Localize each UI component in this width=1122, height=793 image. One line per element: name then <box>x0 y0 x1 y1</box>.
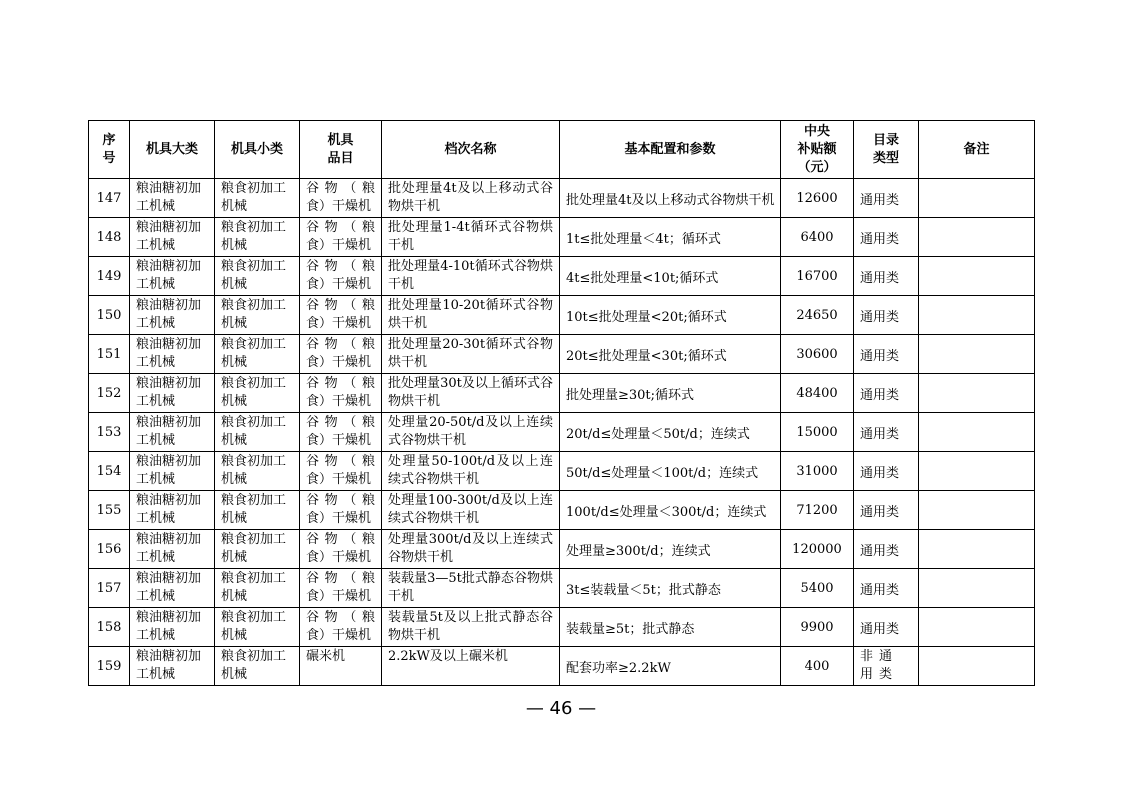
row-seq: 150 <box>96 307 122 323</box>
row-seq-cell <box>89 335 130 374</box>
table-row <box>89 491 1035 530</box>
row-config-cell <box>560 179 781 218</box>
row-subcategory: 粮食初加工机械 <box>221 610 287 643</box>
row-item-cell <box>300 179 382 218</box>
table-header-row <box>89 121 1035 179</box>
row-catalog: 通用类 <box>860 348 900 364</box>
header-remarks: 备注 <box>919 121 1035 179</box>
row-subcategory-cell <box>215 296 300 335</box>
header-category: 机具大类 <box>130 121 215 179</box>
row-seq: 151 <box>96 346 122 362</box>
row-category-cell <box>130 530 215 569</box>
row-item: 谷物（粮食）干燥机 <box>306 571 375 604</box>
row-grade-name: 批处理量20-30t循环式谷物烘干机 <box>388 337 553 370</box>
row-seq: 149 <box>96 268 122 284</box>
row-subcategory-cell <box>215 257 300 296</box>
row-remarks <box>919 608 1034 645</box>
row-grade-name-cell <box>382 413 560 452</box>
row-seq-cell <box>89 452 130 491</box>
row-remarks <box>919 413 1034 450</box>
row-grade-name-cell <box>382 335 560 374</box>
row-subsidy-cell <box>781 569 854 608</box>
row-seq: 154 <box>96 463 122 479</box>
row-item-cell <box>300 530 382 569</box>
row-config: 处理量≥300t/d；连续式 <box>566 543 711 559</box>
row-seq-cell <box>89 257 130 296</box>
row-config: 100t/d≤处理量＜300t/d；连续式 <box>566 504 767 520</box>
row-catalog: 通用类 <box>860 465 900 481</box>
row-item: 谷物（粮食）干燥机 <box>306 376 375 409</box>
row-subcategory: 粮食初加工机械 <box>221 415 287 448</box>
row-subsidy-cell <box>781 335 854 374</box>
row-remarks-cell <box>919 218 1035 257</box>
row-item-cell <box>300 452 382 491</box>
table-row <box>89 335 1035 374</box>
row-config: 1t≤批处理量＜4t；循环式 <box>566 231 721 247</box>
table-row <box>89 179 1035 218</box>
row-config: 批处理量≥30t;循环式 <box>566 387 695 403</box>
row-item-cell <box>300 218 382 257</box>
row-grade-name: 处理量100-300t/d及以上连续式谷物烘干机 <box>388 493 553 526</box>
row-seq: 153 <box>96 424 122 440</box>
row-grade-name-cell <box>382 452 560 491</box>
row-subsidy-cell <box>781 530 854 569</box>
row-category-cell <box>130 647 215 686</box>
row-item-cell <box>300 374 382 413</box>
table-row <box>89 452 1035 491</box>
row-catalog: 通用类 <box>860 621 900 637</box>
row-category-cell <box>130 608 215 647</box>
row-item-cell <box>300 569 382 608</box>
row-remarks <box>919 647 1034 684</box>
row-remarks <box>919 491 1034 528</box>
row-category: 粮油糖初加工机械 <box>136 493 202 526</box>
row-subsidy-cell <box>781 179 854 218</box>
row-remarks-cell <box>919 374 1035 413</box>
row-grade-name-cell <box>382 218 560 257</box>
row-subsidy: 31000 <box>796 463 838 479</box>
row-subsidy-cell <box>781 296 854 335</box>
row-subcategory: 粮食初加工机械 <box>221 298 287 331</box>
row-seq-cell <box>89 647 130 686</box>
row-grade-name-cell <box>382 296 560 335</box>
row-grade-name: 处理量20-50t/d及以上连续式谷物烘干机 <box>388 415 553 448</box>
row-config-cell <box>560 413 781 452</box>
row-config-cell <box>560 335 781 374</box>
row-grade-name: 2.2kW及以上碾米机 <box>388 649 508 664</box>
subsidy-table <box>88 120 1035 686</box>
row-remarks-cell <box>919 569 1035 608</box>
row-subsidy-cell <box>781 218 854 257</box>
row-catalog: 通用类 <box>860 426 900 442</box>
row-subcategory: 粮食初加工机械 <box>221 259 287 292</box>
table-row <box>89 647 1035 686</box>
row-item: 谷物（粮食）干燥机 <box>306 181 375 214</box>
row-remarks-cell <box>919 452 1035 491</box>
row-item-cell <box>300 608 382 647</box>
row-subsidy-cell <box>781 413 854 452</box>
table-row <box>89 257 1035 296</box>
row-subcategory: 粮食初加工机械 <box>221 181 287 214</box>
row-item: 谷物（粮食）干燥机 <box>306 532 375 565</box>
row-seq-cell <box>89 296 130 335</box>
row-seq: 155 <box>96 502 122 518</box>
row-category: 粮油糖初加工机械 <box>136 259 202 292</box>
row-item: 谷物（粮食）干燥机 <box>306 415 375 448</box>
row-subcategory: 粮食初加工机械 <box>221 220 287 253</box>
row-config-cell <box>560 491 781 530</box>
row-remarks-cell <box>919 608 1035 647</box>
row-subsidy-cell <box>781 257 854 296</box>
row-subsidy: 9900 <box>800 619 834 635</box>
header-grade-name: 档次名称 <box>382 121 560 179</box>
row-subcategory: 粮食初加工机械 <box>221 493 287 526</box>
row-category-cell <box>130 257 215 296</box>
row-grade-name-cell <box>382 569 560 608</box>
row-subsidy: 400 <box>804 658 830 674</box>
table-row <box>89 530 1035 569</box>
row-seq: 159 <box>96 658 122 674</box>
row-category: 粮油糖初加工机械 <box>136 376 202 409</box>
table-row <box>89 296 1035 335</box>
row-catalog: 通用类 <box>860 231 900 247</box>
row-catalog-cell <box>854 374 919 413</box>
row-remarks-cell <box>919 257 1035 296</box>
row-grade-name-cell <box>382 530 560 569</box>
row-catalog-cell <box>854 296 919 335</box>
row-category-cell <box>130 491 215 530</box>
row-catalog-cell <box>854 335 919 374</box>
row-grade-name-cell <box>382 647 560 686</box>
row-config: 10t≤批处理量<20t;循环式 <box>566 309 727 325</box>
row-config: 50t/d≤处理量＜100t/d；连续式 <box>566 465 759 481</box>
row-catalog: 通用类 <box>860 387 900 403</box>
row-subsidy: 12600 <box>796 190 838 206</box>
row-catalog: 通用类 <box>860 270 900 286</box>
table-row <box>89 569 1035 608</box>
row-config: 配套功率≥2.2kW <box>566 660 671 676</box>
row-seq: 148 <box>96 229 122 245</box>
row-seq-cell <box>89 569 130 608</box>
row-category: 粮油糖初加工机械 <box>136 220 202 253</box>
row-category: 粮油糖初加工机械 <box>136 181 202 214</box>
row-catalog: 通用类 <box>860 543 900 559</box>
page-number: — 46 — <box>525 698 597 719</box>
row-seq: 147 <box>96 190 122 206</box>
row-grade-name: 处理量50-100t/d及以上连续式谷物烘干机 <box>388 454 553 487</box>
row-subsidy-cell <box>781 452 854 491</box>
row-category-cell <box>130 335 215 374</box>
row-catalog: 通用类 <box>860 309 900 325</box>
row-grade-name: 批处理量4t及以上移动式谷物烘干机 <box>388 181 553 214</box>
row-subsidy: 30600 <box>796 346 838 362</box>
row-remarks <box>919 374 1034 411</box>
row-grade-name-cell <box>382 179 560 218</box>
row-subcategory: 粮食初加工机械 <box>221 571 287 604</box>
row-category: 粮油糖初加工机械 <box>136 337 202 370</box>
row-config: 批处理量4t及以上移动式谷物烘干机 <box>566 192 775 208</box>
header-subcategory: 机具小类 <box>215 121 300 179</box>
row-seq-cell <box>89 218 130 257</box>
row-grade-name: 装载量5t及以上批式静态谷物烘干机 <box>388 610 553 643</box>
row-subsidy: 120000 <box>792 541 842 557</box>
row-subsidy-cell <box>781 647 854 686</box>
row-subcategory-cell <box>215 491 300 530</box>
row-config-cell <box>560 296 781 335</box>
row-subcategory-cell <box>215 374 300 413</box>
row-remarks-cell <box>919 413 1035 452</box>
row-config: 20t≤批处理量<30t;循环式 <box>566 348 727 364</box>
row-category: 粮油糖初加工机械 <box>136 454 202 487</box>
row-subcategory: 粮食初加工机械 <box>221 532 287 565</box>
row-catalog-cell <box>854 530 919 569</box>
row-subcategory: 粮食初加工机械 <box>221 454 287 487</box>
row-subcategory-cell <box>215 413 300 452</box>
row-grade-name: 批处理量30t及以上循环式谷物烘干机 <box>388 376 553 409</box>
row-remarks <box>919 569 1034 606</box>
row-catalog: 非通用类 <box>860 649 899 682</box>
row-config: 20t/d≤处理量＜50t/d；连续式 <box>566 426 750 442</box>
row-grade-name-cell <box>382 257 560 296</box>
row-category-cell <box>130 179 215 218</box>
row-subsidy-cell <box>781 491 854 530</box>
row-category-cell <box>130 296 215 335</box>
row-remarks-cell <box>919 179 1035 218</box>
table-row <box>89 218 1035 257</box>
row-seq-cell <box>89 530 130 569</box>
row-item-cell <box>300 647 382 686</box>
row-remarks-cell <box>919 335 1035 374</box>
row-item: 谷物（粮食）干燥机 <box>306 337 375 370</box>
row-remarks <box>919 218 1034 255</box>
row-seq: 157 <box>96 580 122 596</box>
row-catalog: 通用类 <box>860 504 900 520</box>
row-seq-cell <box>89 374 130 413</box>
row-catalog-cell <box>854 413 919 452</box>
row-item: 谷物（粮食）干燥机 <box>306 610 375 643</box>
row-subcategory-cell <box>215 452 300 491</box>
row-remarks-cell <box>919 296 1035 335</box>
row-subcategory-cell <box>215 218 300 257</box>
row-grade-name-cell <box>382 608 560 647</box>
row-seq: 152 <box>96 385 122 401</box>
row-subsidy: 48400 <box>796 385 838 401</box>
row-subsidy-cell <box>781 608 854 647</box>
row-subcategory-cell <box>215 179 300 218</box>
row-remarks <box>919 452 1034 489</box>
row-category: 粮油糖初加工机械 <box>136 610 202 643</box>
row-config-cell <box>560 218 781 257</box>
row-item-cell <box>300 257 382 296</box>
row-subsidy-cell <box>781 374 854 413</box>
row-seq: 158 <box>96 619 122 635</box>
row-grade-name: 批处理量10-20t循环式谷物烘干机 <box>388 298 553 331</box>
table-row <box>89 413 1035 452</box>
row-config-cell <box>560 530 781 569</box>
row-seq-cell <box>89 608 130 647</box>
header-item: 机具 品目 <box>300 121 382 179</box>
row-item-cell <box>300 335 382 374</box>
row-subsidy: 5400 <box>800 580 834 596</box>
row-subsidy: 16700 <box>796 268 838 284</box>
row-remarks <box>919 296 1034 333</box>
row-subsidy: 71200 <box>796 502 838 518</box>
header-subsidy: 中央 补贴额 （元） <box>781 121 854 179</box>
row-category: 粮油糖初加工机械 <box>136 298 202 331</box>
row-category-cell <box>130 452 215 491</box>
row-config: 4t≤批处理量<10t;循环式 <box>566 270 719 286</box>
row-remarks <box>919 530 1034 567</box>
row-config-cell <box>560 374 781 413</box>
row-seq-cell <box>89 413 130 452</box>
row-catalog: 通用类 <box>860 582 900 598</box>
row-remarks-cell <box>919 491 1035 530</box>
row-category-cell <box>130 413 215 452</box>
row-subcategory: 粮食初加工机械 <box>221 649 287 682</box>
row-category: 粮油糖初加工机械 <box>136 571 202 604</box>
row-grade-name-cell <box>382 491 560 530</box>
row-catalog: 通用类 <box>860 192 900 208</box>
row-item: 谷物（粮食）干燥机 <box>306 454 375 487</box>
row-subcategory-cell <box>215 335 300 374</box>
row-seq-cell <box>89 491 130 530</box>
row-remarks-cell <box>919 647 1035 686</box>
row-item: 谷物（粮食）干燥机 <box>306 259 375 292</box>
row-category: 粮油糖初加工机械 <box>136 532 202 565</box>
row-config: 装载量≥5t；批式静态 <box>566 621 695 637</box>
row-grade-name: 处理量300t/d及以上连续式谷物烘干机 <box>388 532 553 565</box>
row-category-cell <box>130 218 215 257</box>
row-subcategory-cell <box>215 647 300 686</box>
row-subcategory-cell <box>215 530 300 569</box>
row-subsidy: 24650 <box>796 307 838 323</box>
row-seq-cell <box>89 179 130 218</box>
row-item: 谷物（粮食）干燥机 <box>306 220 375 253</box>
row-subsidy: 6400 <box>800 229 834 245</box>
row-config-cell <box>560 452 781 491</box>
header-config: 基本配置和参数 <box>560 121 781 179</box>
row-catalog-cell <box>854 257 919 296</box>
row-grade-name: 批处理量4-10t循环式谷物烘干机 <box>388 259 553 292</box>
row-remarks <box>919 335 1034 372</box>
row-grade-name: 装载量3—5t批式静态谷物烘干机 <box>388 571 553 604</box>
row-item: 谷物（粮食）干燥机 <box>306 493 375 526</box>
row-config: 3t≤装载量＜5t；批式静态 <box>566 582 721 598</box>
row-category: 粮油糖初加工机械 <box>136 415 202 448</box>
row-item-cell <box>300 413 382 452</box>
row-remarks-cell <box>919 530 1035 569</box>
table-row <box>89 608 1035 647</box>
row-grade-name-cell <box>382 374 560 413</box>
row-config-cell <box>560 569 781 608</box>
row-category-cell <box>130 569 215 608</box>
row-config-cell <box>560 647 781 686</box>
row-catalog-cell <box>854 218 919 257</box>
row-category: 粮油糖初加工机械 <box>136 649 202 682</box>
row-catalog-cell <box>854 647 919 686</box>
row-remarks <box>919 257 1034 294</box>
row-item: 谷物（粮食）干燥机 <box>306 298 375 331</box>
row-subcategory-cell <box>215 569 300 608</box>
row-seq: 156 <box>96 541 122 557</box>
header-catalog: 目录 类型 <box>854 121 919 179</box>
row-grade-name: 批处理量1-4t循环式谷物烘干机 <box>388 220 553 253</box>
row-subsidy: 15000 <box>796 424 838 440</box>
row-category-cell <box>130 374 215 413</box>
row-remarks <box>919 179 1034 216</box>
row-subcategory: 粮食初加工机械 <box>221 337 287 370</box>
row-catalog-cell <box>854 179 919 218</box>
header-seq: 序 号 <box>89 121 130 179</box>
row-catalog-cell <box>854 608 919 647</box>
row-item: 碾米机 <box>306 649 346 664</box>
row-item-cell <box>300 296 382 335</box>
row-catalog-cell <box>854 569 919 608</box>
row-item-cell <box>300 491 382 530</box>
row-config-cell <box>560 257 781 296</box>
row-subcategory: 粮食初加工机械 <box>221 376 287 409</box>
row-catalog-cell <box>854 491 919 530</box>
row-subcategory-cell <box>215 608 300 647</box>
table-row <box>89 374 1035 413</box>
row-config-cell <box>560 608 781 647</box>
row-catalog-cell <box>854 452 919 491</box>
